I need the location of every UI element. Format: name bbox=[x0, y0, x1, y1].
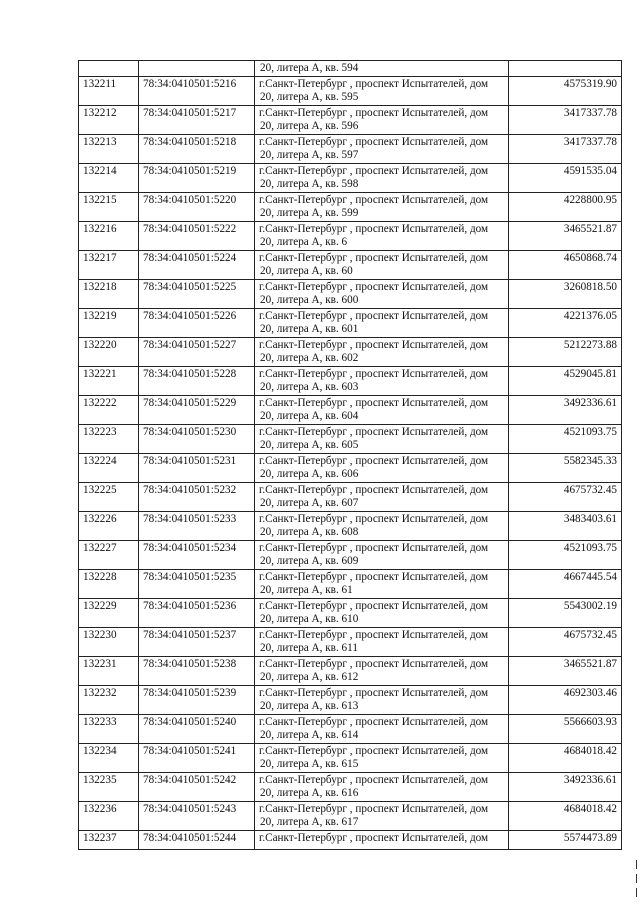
address-line-1: г.Санкт-Петербург , проспект Испытателей, дом bbox=[259, 455, 489, 467]
row-number: 132218 bbox=[79, 280, 139, 309]
address-line-1: г.Санкт-Петербург , проспект Испытателей, дом bbox=[259, 542, 489, 554]
table-row bbox=[79, 570, 622, 599]
table-row bbox=[79, 222, 622, 251]
row-number: 132212 bbox=[79, 106, 139, 135]
row-number: 132233 bbox=[79, 715, 139, 744]
cadastral-value: 4675732.45 bbox=[509, 483, 622, 512]
address bbox=[255, 61, 509, 77]
address bbox=[255, 483, 509, 512]
table-row bbox=[79, 280, 622, 309]
address-line-1: г.Санкт-Петербург , проспект Испытателей, дом bbox=[259, 687, 489, 699]
address bbox=[255, 164, 509, 193]
row-number: 132217 bbox=[79, 251, 139, 280]
address-line-1: г.Санкт-Петербург , проспект Испытателей, дом bbox=[259, 165, 489, 177]
cadastral-value: 3492336.61 bbox=[509, 396, 622, 425]
cadastral-number: 78:34:0410501:5220 bbox=[139, 193, 255, 222]
cadastral-value: 3492336.61 bbox=[509, 773, 622, 802]
cadastral-value: 4521093.75 bbox=[509, 541, 622, 570]
cadastral-value: 4521093.75 bbox=[509, 425, 622, 454]
address bbox=[255, 831, 509, 850]
address-line-1: г.Санкт-Петербург , проспект Испытателей, дом bbox=[259, 310, 489, 322]
address bbox=[255, 454, 509, 483]
cadastral-value: 3483403.61 bbox=[509, 512, 622, 541]
cadastral-value bbox=[509, 61, 622, 77]
row-number: 132224 bbox=[79, 454, 139, 483]
row-number: 132234 bbox=[79, 744, 139, 773]
row-number: 132232 bbox=[79, 686, 139, 715]
address-line-2: 20, литера А, кв. 611 bbox=[260, 641, 358, 654]
row-number: 132222 bbox=[79, 396, 139, 425]
cadastral-value: 3417337.78 bbox=[509, 135, 622, 164]
address-line-1: г.Санкт-Петербург , проспект Испытателей, дом bbox=[259, 658, 489, 670]
table-row bbox=[79, 483, 622, 512]
table-row bbox=[79, 686, 622, 715]
table-row bbox=[79, 338, 622, 367]
address-line-1: г.Санкт-Петербург , проспект Испытателей, дом bbox=[259, 281, 489, 293]
cadastral-number: 78:34:0410501:5242 bbox=[139, 773, 255, 802]
cadastral-number: 78:34:0410501:5228 bbox=[139, 367, 255, 396]
address-line-1: г.Санкт-Петербург , проспект Испытателей, дом bbox=[259, 629, 489, 641]
row-number: 132237 bbox=[79, 831, 139, 850]
cadastral-number: 78:34:0410501:5222 bbox=[139, 222, 255, 251]
address-line-1: г.Санкт-Петербург , проспект Испытателей, дом bbox=[259, 745, 489, 757]
address-line-1: г.Санкт-Петербург , проспект Испытателей, дом bbox=[259, 339, 489, 351]
row-number: 132223 bbox=[79, 425, 139, 454]
table-row bbox=[79, 193, 622, 222]
table-row bbox=[79, 106, 622, 135]
row-number: 132236 bbox=[79, 802, 139, 831]
cadastral-number: 78:34:0410501:5219 bbox=[139, 164, 255, 193]
address-line-2: 20, литера А, кв. 615 bbox=[260, 757, 359, 770]
address-line-2: 20, литера А, кв. 609 bbox=[260, 554, 359, 567]
cadastral-value: 4667445.54 bbox=[509, 570, 622, 599]
cadastral-number: 78:34:0410501:5230 bbox=[139, 425, 255, 454]
address bbox=[255, 773, 509, 802]
address bbox=[255, 396, 509, 425]
row-number: 132228 bbox=[79, 570, 139, 599]
address-line-1: г.Санкт-Петербург , проспект Испытателей, дом bbox=[259, 774, 489, 786]
row-number: 132221 bbox=[79, 367, 139, 396]
address-line-2: 20, литера А, кв. 596 bbox=[260, 119, 359, 132]
cadastral-value: 4675732.45 bbox=[509, 628, 622, 657]
cadastral-number: 78:34:0410501:5218 bbox=[139, 135, 255, 164]
cadastral-number: 78:34:0410501:5240 bbox=[139, 715, 255, 744]
cadastral-number bbox=[139, 61, 255, 77]
cadastral-value: 4684018.42 bbox=[509, 802, 622, 831]
cadastral-value: 5582345.33 bbox=[509, 454, 622, 483]
cadastral-value: 4591535.04 bbox=[509, 164, 622, 193]
address-line-1: г.Санкт-Петербург , проспект Испытателей, дом bbox=[259, 571, 489, 583]
table-row bbox=[79, 744, 622, 773]
table-row bbox=[79, 164, 622, 193]
address bbox=[255, 802, 509, 831]
address-line-2: 20, литера А, кв. 616 bbox=[260, 786, 359, 799]
cadastral-number: 78:34:0410501:5233 bbox=[139, 512, 255, 541]
address bbox=[255, 135, 509, 164]
cadastral-number: 78:34:0410501:5241 bbox=[139, 744, 255, 773]
address-line-2: 20, литера А, кв. 605 bbox=[260, 438, 359, 451]
address-line-1: г.Санкт-Петербург , проспект Испытателей, дом bbox=[259, 600, 489, 612]
row-number: 132214 bbox=[79, 164, 139, 193]
address-line-1: г.Санкт-Петербург , проспект Испытателей, дом bbox=[259, 484, 489, 496]
address-line-1: г.Санкт-Петербург , проспект Испытателей, дом bbox=[259, 78, 489, 90]
address-line-2: 20, литера А, кв. 595 bbox=[260, 90, 359, 103]
cadastral-number: 78:34:0410501:5243 bbox=[139, 802, 255, 831]
table-row bbox=[79, 657, 622, 686]
cadastral-number: 78:34:0410501:5231 bbox=[139, 454, 255, 483]
row-number: 132229 bbox=[79, 599, 139, 628]
scan-edge-marks bbox=[635, 860, 638, 900]
row-number bbox=[79, 61, 139, 77]
cadastral-number: 78:34:0410501:5239 bbox=[139, 686, 255, 715]
address-line-2: 20, литера А, кв. 597 bbox=[260, 148, 359, 161]
cadastral-number: 78:34:0410501:5227 bbox=[139, 338, 255, 367]
address-line-2: 20, литера А, кв. 599 bbox=[260, 206, 359, 219]
cadastral-value: 5566603.93 bbox=[509, 715, 622, 744]
cadastral-number: 78:34:0410501:5217 bbox=[139, 106, 255, 135]
table-row bbox=[79, 541, 622, 570]
table-row-continued bbox=[79, 61, 622, 77]
address-line-1: г.Санкт-Петербург , проспект Испытателей, дом bbox=[259, 803, 489, 815]
cadastral-value: 5543002.19 bbox=[509, 599, 622, 628]
address-line-2: 20, литера А, кв. 60 bbox=[260, 264, 353, 277]
address-line-1: г.Санкт-Петербург , проспект Испытателей, дом bbox=[259, 107, 489, 119]
table-row bbox=[79, 135, 622, 164]
address-line-1: г.Санкт-Петербург , проспект Испытателей, дом bbox=[259, 368, 489, 380]
row-number: 132215 bbox=[79, 193, 139, 222]
table-row bbox=[79, 425, 622, 454]
cadastral-value: 4575319.90 bbox=[509, 77, 622, 106]
row-number: 132227 bbox=[79, 541, 139, 570]
table-row bbox=[79, 715, 622, 744]
cadastral-value: 5212273.88 bbox=[509, 338, 622, 367]
table-row bbox=[79, 802, 622, 831]
address bbox=[255, 599, 509, 628]
table-row-cut-off bbox=[79, 831, 622, 850]
address-line-2: 20, литера А, кв. 608 bbox=[260, 525, 359, 538]
address-line-2: 20, литера А, кв. 617 bbox=[260, 815, 359, 828]
address-line-2: 20, литера А, кв. 607 bbox=[260, 496, 359, 509]
address bbox=[255, 628, 509, 657]
cadastral-value: 3465521.87 bbox=[509, 222, 622, 251]
cadastral-number: 78:34:0410501:5234 bbox=[139, 541, 255, 570]
address bbox=[255, 77, 509, 106]
cadastral-value: 4650868.74 bbox=[509, 251, 622, 280]
address bbox=[255, 309, 509, 338]
address bbox=[255, 512, 509, 541]
address-line-2: 20, литера А, кв. 613 bbox=[260, 699, 359, 712]
address bbox=[255, 367, 509, 396]
address-line-2: 20, литера А, кв. 604 bbox=[260, 409, 359, 422]
address-line-2: 20, литера А, кв. 603 bbox=[260, 380, 359, 393]
row-number: 132211 bbox=[79, 77, 139, 106]
row-number: 132226 bbox=[79, 512, 139, 541]
cadastral-value: 4692303.46 bbox=[509, 686, 622, 715]
row-number: 132225 bbox=[79, 483, 139, 512]
table-body bbox=[79, 61, 622, 850]
row-number: 132220 bbox=[79, 338, 139, 367]
table-row bbox=[79, 77, 622, 106]
cadastral-number: 78:34:0410501:5238 bbox=[139, 657, 255, 686]
address bbox=[255, 686, 509, 715]
address bbox=[255, 280, 509, 309]
table-row bbox=[79, 454, 622, 483]
cadastral-value: 3465521.87 bbox=[509, 657, 622, 686]
cadastral-number: 78:34:0410501:5237 bbox=[139, 628, 255, 657]
address-line-1: г.Санкт-Петербург , проспект Испытателей, дом bbox=[259, 194, 489, 206]
table-row bbox=[79, 396, 622, 425]
row-number: 132230 bbox=[79, 628, 139, 657]
cadastral-number: 78:34:0410501:5235 bbox=[139, 570, 255, 599]
cadastral-value: 4221376.05 bbox=[509, 309, 622, 338]
cadastral-number: 78:34:0410501:5232 bbox=[139, 483, 255, 512]
address-line-2: 20, литера А, кв. 61 bbox=[260, 583, 353, 596]
address-line-2: 20, литера А, кв. 606 bbox=[260, 467, 359, 480]
cadastral-number: 78:34:0410501:5224 bbox=[139, 251, 255, 280]
address bbox=[255, 570, 509, 599]
cadastral-value: 3417337.78 bbox=[509, 106, 622, 135]
cadastral-value: 4228800.95 bbox=[509, 193, 622, 222]
address-line-1: г.Санкт-Петербург , проспект Испытателей, дом bbox=[259, 397, 489, 409]
cadastral-number: 78:34:0410501:5216 bbox=[139, 77, 255, 106]
cadastral-number: 78:34:0410501:5244 bbox=[139, 831, 255, 850]
cadastral-value: 4529045.81 bbox=[509, 367, 622, 396]
address-line-2: 20, литера А, кв. 601 bbox=[260, 322, 359, 335]
row-number: 132219 bbox=[79, 309, 139, 338]
row-number: 132231 bbox=[79, 657, 139, 686]
row-number: 132216 bbox=[79, 222, 139, 251]
address bbox=[255, 744, 509, 773]
address bbox=[255, 715, 509, 744]
address-line-1: г.Санкт-Петербург , проспект Испытателей, дом bbox=[259, 252, 489, 264]
table-row bbox=[79, 628, 622, 657]
registry-table bbox=[78, 60, 622, 850]
address bbox=[255, 541, 509, 570]
address-line-2: 20, литера А, кв. 598 bbox=[260, 177, 359, 190]
address bbox=[255, 657, 509, 686]
address-line-1: г.Санкт-Петербург , проспект Испытателей, дом bbox=[259, 513, 489, 525]
address bbox=[255, 222, 509, 251]
cadastral-number: 78:34:0410501:5229 bbox=[139, 396, 255, 425]
table-row bbox=[79, 773, 622, 802]
address-line-2: 20, литера А, кв. 602 bbox=[260, 351, 359, 364]
address-line-1: г.Санкт-Петербург , проспект Испытателей, дом bbox=[259, 832, 489, 844]
address-line-2: 20, литера А, кв. 614 bbox=[260, 728, 359, 741]
table-row bbox=[79, 309, 622, 338]
cadastral-value: 3260818.50 bbox=[509, 280, 622, 309]
table-row bbox=[79, 251, 622, 280]
address-line-2: 20, литера А, кв. 600 bbox=[260, 293, 359, 306]
address bbox=[255, 338, 509, 367]
cadastral-value: 5574473.89 bbox=[509, 831, 622, 850]
address bbox=[255, 106, 509, 135]
address-line-1: г.Санкт-Петербург , проспект Испытателей, дом bbox=[259, 716, 489, 728]
cadastral-number: 78:34:0410501:5236 bbox=[139, 599, 255, 628]
address-line-2: 20, литера А, кв. 6 bbox=[260, 235, 348, 248]
address-line-1: г.Санкт-Петербург , проспект Испытателей, дом bbox=[259, 223, 489, 235]
row-number: 132213 bbox=[79, 135, 139, 164]
address-line-1: г.Санкт-Петербург , проспект Испытателей, дом bbox=[259, 426, 489, 438]
address bbox=[255, 251, 509, 280]
address-line-2: 20, литера А, кв. 612 bbox=[260, 670, 359, 683]
address-line-2: 20, литера А, кв. 594 bbox=[260, 62, 359, 74]
cadastral-value: 4684018.42 bbox=[509, 744, 622, 773]
address-line-2: 20, литера А, кв. 610 bbox=[260, 612, 359, 625]
table-row bbox=[79, 367, 622, 396]
address bbox=[255, 193, 509, 222]
address-line-1: г.Санкт-Петербург , проспект Испытателей, дом bbox=[259, 136, 489, 148]
table-row bbox=[79, 599, 622, 628]
address bbox=[255, 425, 509, 454]
cadastral-number: 78:34:0410501:5226 bbox=[139, 309, 255, 338]
cadastral-number: 78:34:0410501:5225 bbox=[139, 280, 255, 309]
table-row bbox=[79, 512, 622, 541]
row-number: 132235 bbox=[79, 773, 139, 802]
